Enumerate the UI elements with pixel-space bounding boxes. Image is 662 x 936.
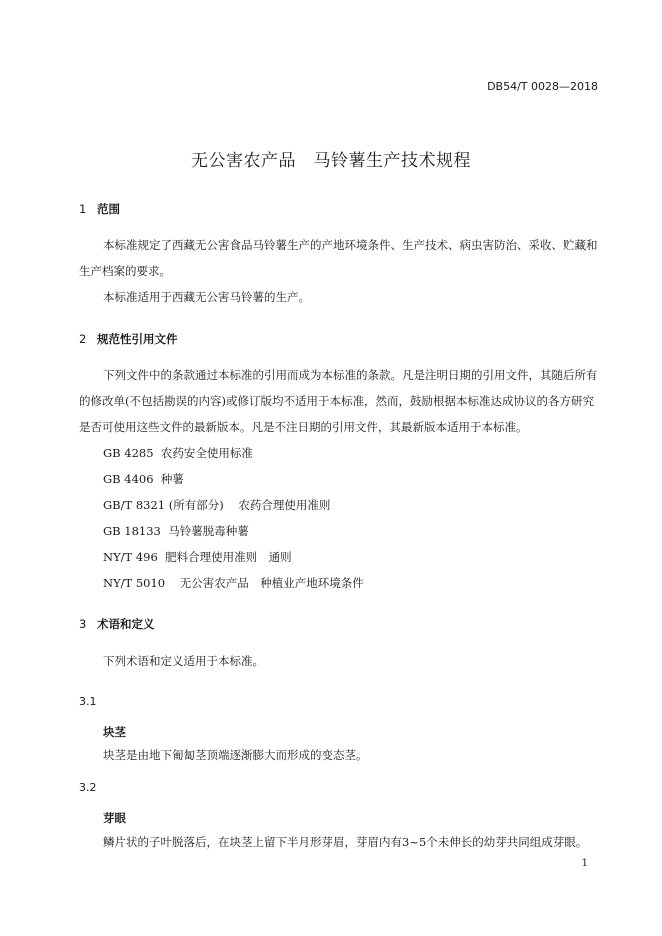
term-definition: 鳞片状的子叶脱落后，在块茎上留下半月形芽眉，芽眉内有3~5个未伸长的幼芽共同组成芽眼。 xyxy=(103,835,588,849)
term-definition: 块茎是由地下匍匐茎顶端逐渐膨大而形成的变态茎。 xyxy=(103,748,368,762)
section-title: 术语和定义 xyxy=(97,617,155,631)
reference-code: NY/T 5010 xyxy=(103,576,166,590)
section-title: 规范性引用文件 xyxy=(97,332,178,346)
reference-code: NY/T 496 xyxy=(103,550,158,564)
reference-item xyxy=(103,544,292,570)
term-number: 3.1 xyxy=(79,695,97,708)
section-1-heading xyxy=(79,201,120,217)
terms-intro: 下列术语和定义适用于本标准。 xyxy=(103,654,264,668)
section-number: 1 xyxy=(79,202,87,216)
reference-name: 农药合理使用准则 xyxy=(238,498,331,512)
reference-code: GB/T 8321 (所有部分) xyxy=(103,498,224,512)
section-title: 范围 xyxy=(97,202,120,216)
reference-name: 肥料合理使用准则 通则 xyxy=(165,550,292,564)
reference-name: 无公害农产品 种植业产地环境条件 xyxy=(179,576,364,590)
scope-paragraph-1-line-1: 本标准规定了西藏无公害食品马铃薯生产的产地环境条件、生产技术、病虫害防治、采收、贮藏和 xyxy=(103,238,598,252)
reference-code: GB 4406 xyxy=(103,472,154,486)
reference-item xyxy=(103,570,364,596)
document-number: DB54/T 0028—2018 xyxy=(487,80,598,93)
reference-name: 农药安全使用标准 xyxy=(160,446,253,460)
scope-paragraph-2: 本标准适用于西藏无公害马铃薯的生产。 xyxy=(103,290,310,304)
reference-item xyxy=(103,492,330,518)
term-title: 芽眼 xyxy=(103,811,126,825)
term-title: 块茎 xyxy=(103,725,126,739)
section-number: 3 xyxy=(79,617,87,631)
reference-item xyxy=(103,440,253,466)
reference-name: 马铃薯脱毒种薯 xyxy=(168,524,249,538)
reference-code: GB 4285 xyxy=(103,446,154,460)
references-intro-line-1: 下列文件中的条款通过本标准的引用而成为本标准的条款。凡是注明日期的引用文件，其随后所有 xyxy=(103,368,598,382)
reference-code: GB 18133 xyxy=(103,524,161,538)
references-intro-line-2: 的修改单(不包括勘误的内容)或修订版均不适用于本标准，然而，鼓励根据本标准达成协议的各方研究 xyxy=(79,394,594,408)
reference-name: 种薯 xyxy=(160,472,184,486)
references-intro-line-3: 是否可使用这些文件的最新版本。凡是不注日期的引用文件，其最新版本适用于本标准。 xyxy=(79,420,528,434)
section-2-heading xyxy=(79,331,178,347)
scope-paragraph-1-line-2: 生产档案的要求。 xyxy=(79,264,171,278)
page-title: 无公害农产品 马铃薯生产技术规程 xyxy=(191,151,471,171)
reference-item xyxy=(103,518,249,544)
reference-item xyxy=(103,466,184,492)
section-number: 2 xyxy=(79,332,87,346)
section-3-heading xyxy=(79,616,155,632)
term-number: 3.2 xyxy=(79,781,97,794)
page-number: 1 xyxy=(581,858,588,869)
